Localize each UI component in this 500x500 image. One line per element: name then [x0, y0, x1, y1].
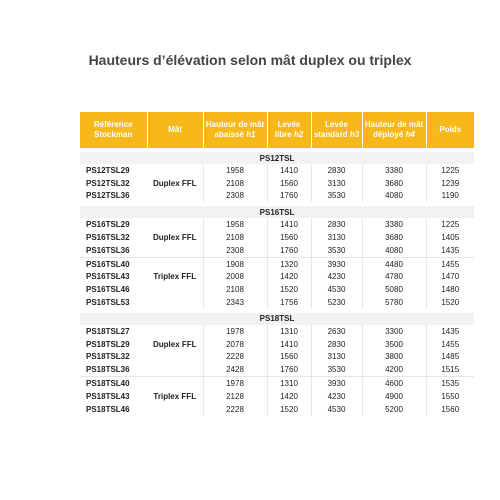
cell-reference: PS18TSL29	[80, 338, 147, 351]
cell-h4: 4900	[362, 390, 426, 403]
elevation-table	[80, 112, 474, 416]
cell-poids: 1405	[426, 231, 474, 244]
table-header	[80, 112, 474, 148]
cell-h4: 3300	[362, 325, 426, 338]
cell-poids: 1239	[426, 177, 474, 190]
cell-h3: 2830	[311, 338, 362, 351]
cell-reference: PS18TSL40	[80, 377, 147, 390]
cell-poids: 1550	[426, 390, 474, 403]
cell-poids: 1190	[426, 190, 474, 203]
cell-h1: 2228	[203, 403, 267, 416]
cell-h4: 5080	[362, 283, 426, 296]
header-poids: Poids	[426, 112, 474, 148]
table-row	[80, 296, 474, 309]
cell-h3: 3930	[311, 257, 362, 270]
cell-mat	[147, 296, 203, 309]
cell-h2: 1760	[267, 190, 311, 203]
table-row	[80, 218, 474, 231]
cell-mat: Duplex FFL	[147, 177, 203, 190]
cell-h1: 2428	[203, 363, 267, 376]
cell-h3: 2830	[311, 218, 362, 231]
table-row	[80, 164, 474, 177]
cell-h4: 3680	[362, 177, 426, 190]
cell-h1: 2228	[203, 351, 267, 364]
cell-mat	[147, 257, 203, 270]
cell-h1: 2008	[203, 271, 267, 284]
cell-h2: 1420	[267, 390, 311, 403]
cell-poids: 1455	[426, 338, 474, 351]
cell-h4: 3800	[362, 351, 426, 364]
cell-h2: 1760	[267, 244, 311, 257]
cell-h4: 3500	[362, 338, 426, 351]
cell-h3: 2830	[311, 164, 362, 177]
cell-h1: 2308	[203, 190, 267, 203]
table-row	[80, 390, 474, 403]
cell-reference: PS16TSL46	[80, 283, 147, 296]
cell-h1: 1978	[203, 377, 267, 390]
cell-h1: 2308	[203, 244, 267, 257]
cell-h1: 2108	[203, 231, 267, 244]
cell-h2: 1420	[267, 271, 311, 284]
group-name: PS16TSL	[80, 206, 474, 218]
cell-mat	[147, 403, 203, 416]
cell-h3: 5230	[311, 296, 362, 309]
cell-poids: 1455	[426, 257, 474, 270]
cell-reference: PS18TSL43	[80, 390, 147, 403]
header-h3: Levée standard h3	[311, 112, 362, 148]
cell-h2: 1756	[267, 296, 311, 309]
header-mat: Mât	[147, 112, 203, 148]
cell-h1: 1958	[203, 218, 267, 231]
cell-h2: 1410	[267, 218, 311, 231]
cell-poids: 1520	[426, 296, 474, 309]
table-row	[80, 325, 474, 338]
cell-h1: 2108	[203, 177, 267, 190]
table-row	[80, 351, 474, 364]
cell-mat	[147, 190, 203, 203]
header-h1: Hauteur de mât abaissé h1	[203, 112, 267, 148]
cell-poids: 1515	[426, 363, 474, 376]
group-name: PS18TSL	[80, 313, 474, 325]
group-header-row	[80, 313, 474, 325]
table-row	[80, 283, 474, 296]
table-row	[80, 231, 474, 244]
table-container	[80, 112, 474, 416]
cell-mat	[147, 363, 203, 376]
cell-reference: PS18TSL36	[80, 363, 147, 376]
cell-h2: 1520	[267, 283, 311, 296]
cell-mat	[147, 283, 203, 296]
cell-h3: 3530	[311, 244, 362, 257]
cell-reference: PS12TSL36	[80, 190, 147, 203]
cell-h4: 4080	[362, 190, 426, 203]
cell-h3: 3930	[311, 377, 362, 390]
cell-h2: 1520	[267, 403, 311, 416]
cell-h3: 4230	[311, 390, 362, 403]
cell-mat	[147, 164, 203, 177]
table-row	[80, 271, 474, 284]
cell-h4: 3680	[362, 231, 426, 244]
cell-h4: 4600	[362, 377, 426, 390]
cell-h3: 2630	[311, 325, 362, 338]
cell-reference: PS16TSL32	[80, 231, 147, 244]
cell-poids: 1225	[426, 218, 474, 231]
cell-h4: 3380	[362, 218, 426, 231]
table-row	[80, 338, 474, 351]
cell-h3: 3530	[311, 190, 362, 203]
cell-mat	[147, 351, 203, 364]
table-row	[80, 244, 474, 257]
cell-reference: PS16TSL29	[80, 218, 147, 231]
cell-poids: 1535	[426, 377, 474, 390]
cell-mat	[147, 218, 203, 231]
cell-reference: PS16TSL53	[80, 296, 147, 309]
header-h4: Hauteur de mât déployé h4	[362, 112, 426, 148]
group-header-row	[80, 206, 474, 218]
cell-h2: 1410	[267, 338, 311, 351]
table-row	[80, 257, 474, 270]
cell-reference: PS16TSL43	[80, 271, 147, 284]
cell-mat	[147, 325, 203, 338]
cell-h3: 3130	[311, 231, 362, 244]
cell-h3: 4530	[311, 283, 362, 296]
cell-h1: 2343	[203, 296, 267, 309]
cell-h2: 1410	[267, 164, 311, 177]
cell-reference: PS18TSL27	[80, 325, 147, 338]
cell-poids: 1435	[426, 244, 474, 257]
cell-poids: 1560	[426, 403, 474, 416]
table-body	[80, 148, 474, 416]
cell-h2: 1310	[267, 377, 311, 390]
cell-h4: 4200	[362, 363, 426, 376]
cell-mat	[147, 377, 203, 390]
cell-h2: 1760	[267, 363, 311, 376]
cell-h2: 1310	[267, 325, 311, 338]
cell-reference: PS16TSL36	[80, 244, 147, 257]
cell-poids: 1480	[426, 283, 474, 296]
group-name: PS12TSL	[80, 152, 474, 164]
cell-h3: 3530	[311, 363, 362, 376]
table-row	[80, 363, 474, 376]
cell-reference: PS18TSL46	[80, 403, 147, 416]
cell-reference: PS18TSL32	[80, 351, 147, 364]
cell-h1: 2128	[203, 390, 267, 403]
cell-h3: 4530	[311, 403, 362, 416]
cell-mat: Triplex FFL	[147, 390, 203, 403]
cell-h4: 4080	[362, 244, 426, 257]
table-row	[80, 190, 474, 203]
cell-h3: 3130	[311, 177, 362, 190]
cell-h4: 5200	[362, 403, 426, 416]
cell-h2: 1560	[267, 351, 311, 364]
cell-h1: 2108	[203, 283, 267, 296]
cell-h4: 4480	[362, 257, 426, 270]
table-row	[80, 377, 474, 390]
cell-reference: PS16TSL40	[80, 257, 147, 270]
cell-poids: 1435	[426, 325, 474, 338]
cell-h1: 1978	[203, 325, 267, 338]
header-reference: Référence Stockman	[80, 112, 147, 148]
cell-h2: 1560	[267, 177, 311, 190]
cell-reference: PS12TSL32	[80, 177, 147, 190]
cell-h4: 5780	[362, 296, 426, 309]
group-header-row	[80, 152, 474, 164]
cell-h1: 2078	[203, 338, 267, 351]
cell-h3: 3130	[311, 351, 362, 364]
cell-poids: 1225	[426, 164, 474, 177]
cell-h1: 1958	[203, 164, 267, 177]
cell-mat: Triplex FFL	[147, 271, 203, 284]
cell-poids: 1470	[426, 271, 474, 284]
cell-mat	[147, 244, 203, 257]
header-h2: Levée libre h2	[267, 112, 311, 148]
cell-mat: Duplex FFL	[147, 338, 203, 351]
cell-h2: 1320	[267, 257, 311, 270]
cell-h3: 4230	[311, 271, 362, 284]
cell-h4: 4780	[362, 271, 426, 284]
cell-h1: 1908	[203, 257, 267, 270]
cell-h2: 1560	[267, 231, 311, 244]
page-title: Hauteurs d’élévation selon mât duplex ou triplex	[88, 52, 412, 68]
cell-poids: 1485	[426, 351, 474, 364]
cell-reference: PS12TSL29	[80, 164, 147, 177]
table-row	[80, 177, 474, 190]
cell-mat: Duplex FFL	[147, 231, 203, 244]
cell-h4: 3380	[362, 164, 426, 177]
table-row	[80, 403, 474, 416]
